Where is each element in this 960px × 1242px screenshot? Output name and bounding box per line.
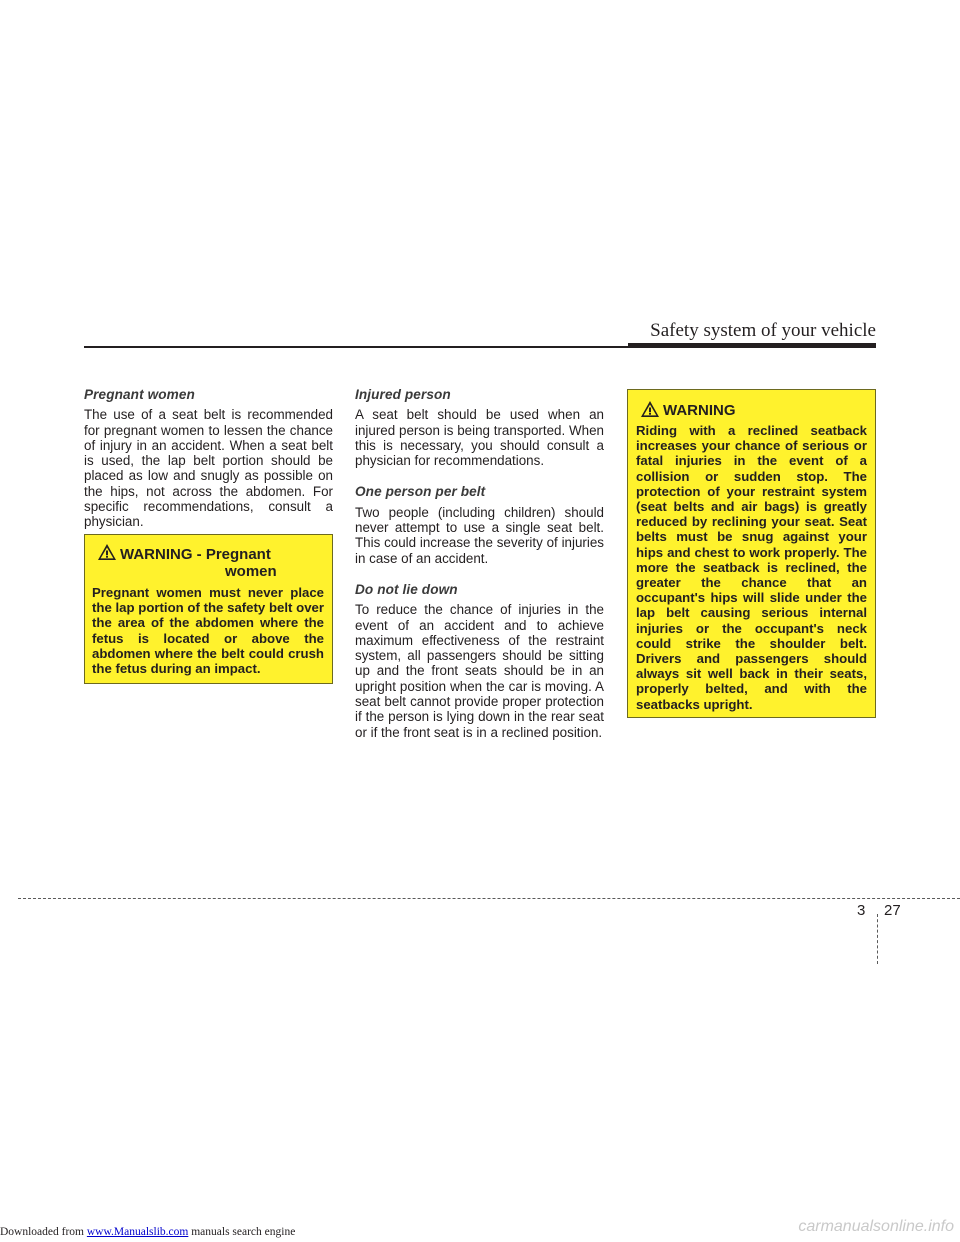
page-divider xyxy=(18,898,960,899)
download-footer xyxy=(0,1226,295,1238)
page-number-divider xyxy=(877,914,878,964)
manualslib-link[interactable]: www.Manualslib.com xyxy=(86,1226,189,1238)
body-injured-person: A seat belt should be used when an injured person is being transported. When this is necessary, you should consult a physician for recommendations. xyxy=(355,407,604,469)
column-middle xyxy=(355,387,604,756)
footer-prefix: Downloaded from xyxy=(0,1226,87,1238)
warning-body: Riding with a reclined seatback increases your chance of serious or fatal injuries in the event of a collision or sudden stop. The protection of your restraint system (seat belts and air bags) is greatly reduced by reclining your seat. Seat belts must be snug against your hips and chest to work properly. The more the seatback is reclined, the greater the chance that an occupant's hips will slide under the lap belt causing serious internal injuries or the occupant's neck could strike the shoulder belt. Drivers and passengers should always sit well back in their seats, properly belted, and with the seatbacks upright. xyxy=(636,423,867,712)
heading-one-person-per-belt: One person per belt xyxy=(355,484,486,500)
warning-title: WARNING xyxy=(663,402,736,419)
section-title: Safety system of your vehicle xyxy=(650,320,876,341)
body-one-person-per-belt: Two people (including children) should never attempt to use a single seat belt. This could increase the severity of injuries in case of an accident. xyxy=(355,504,604,566)
chapter-number: 3 xyxy=(857,902,866,919)
heading-do-not-lie-down: Do not lie down xyxy=(355,581,458,597)
warning-box-pregnant xyxy=(84,534,333,684)
warning-box-recline xyxy=(627,389,876,718)
warning-triangle-icon xyxy=(640,400,660,418)
heading-pregnant-women: Pregnant women xyxy=(84,387,195,402)
page-number: 27 xyxy=(884,902,901,919)
header-bar xyxy=(628,343,876,348)
body-pregnant-women: The use of a seat belt is recommended for pregnant women to lessen the chance of injury in an accident. When a seat belt is used, the lap belt portion should be placed as low and snugly as possible on the hips, not across the abdomen. For specific recommendations, consult a physician. xyxy=(84,407,333,530)
warning-header xyxy=(628,390,875,420)
column-left xyxy=(84,387,333,546)
warning-title: WARNING - Pregnant xyxy=(120,546,271,563)
warning-body: Pregnant women must never place the lap portion of the safety belt over the area of the abdomen where the fetus is located or above the abdomen where the belt could crush the fetus during an impact. xyxy=(92,585,324,677)
footer-suffix: manuals search engine xyxy=(188,1226,296,1238)
watermark: carmanualsonline.info xyxy=(798,1218,954,1235)
warning-title-line2: women xyxy=(225,563,277,580)
warning-header xyxy=(85,535,332,580)
heading-injured-person: Injured person xyxy=(355,387,451,402)
body-do-not-lie-down: To reduce the chance of injuries in the event of an accident and to achieve maximum effectiveness of the restraint system, all passengers should be sitting up and the front seats should be in an upright position when the car is moving. A seat belt cannot provide proper protection if the person is lying down in the rear seat or if the front seat is in a reclined position. xyxy=(355,602,604,740)
warning-triangle-icon xyxy=(97,543,117,561)
